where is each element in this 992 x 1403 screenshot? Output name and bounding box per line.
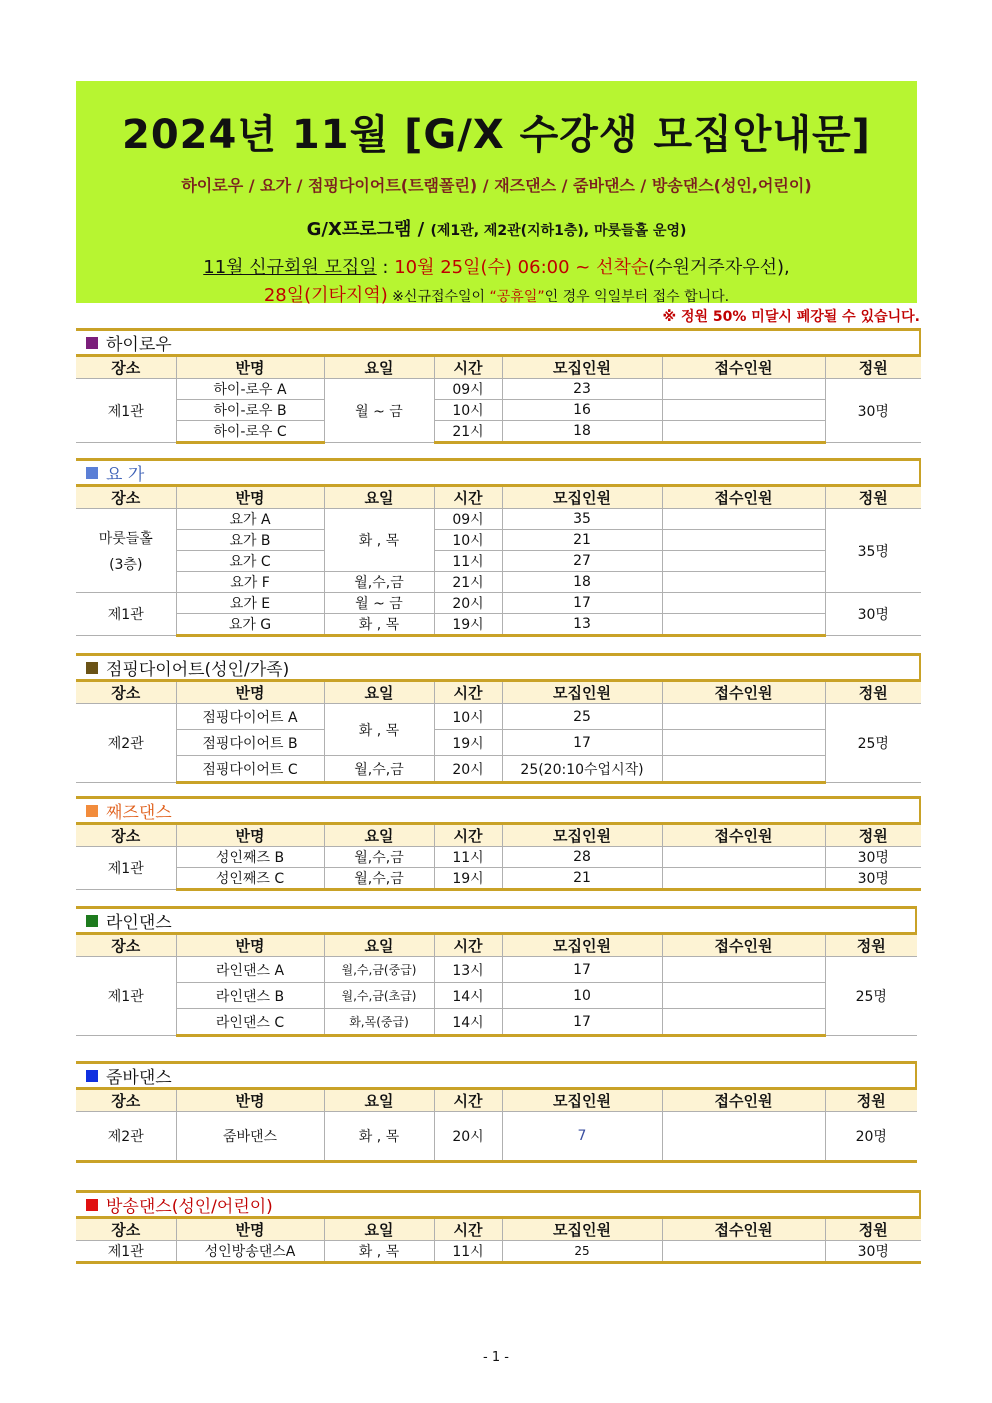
col-place: 장소 [76,934,176,957]
cell-place: 제2관 [76,704,176,783]
col-recruit: 모집인원 [502,486,662,509]
note-holiday: “공휴일” [489,289,545,305]
col-capacity: 정원 [825,356,921,379]
cell-time: 21시 [434,421,502,443]
cell-received[interactable] [662,847,825,868]
cell-days: 화 , 목 [324,1112,434,1162]
table-row [76,957,917,983]
recruit-colon: : [376,257,395,278]
cell-name: 점핑다이어트 C [176,756,324,783]
gx-program-line [76,215,917,241]
cell-received[interactable] [662,530,825,551]
col-received: 접수인원 [662,681,825,704]
col-time: 시간 [434,1089,502,1112]
col-capacity: 정원 [825,934,917,957]
cell-capacity: 25명 [825,704,921,783]
table-row [76,614,921,636]
cell-recruit: 18 [502,421,662,443]
cell-received[interactable] [662,400,825,421]
cell-time: 09시 [434,509,502,530]
col-name: 반명 [176,824,324,847]
cell-recruit: 17 [502,957,662,983]
recruit-date: 10월 25일(수) 06:00 ~ 선착순 [394,257,649,278]
col-recruit: 모집인원 [502,356,662,379]
col-received: 접수인원 [662,356,825,379]
cell-days: 월,수,금 [324,756,434,783]
cell-time: 19시 [434,614,502,636]
cell-time: 20시 [434,756,502,783]
col-name: 반명 [176,681,324,704]
table-row [76,847,921,868]
col-place: 장소 [76,824,176,847]
cell-time: 13시 [434,957,502,983]
cell-received[interactable] [662,509,825,530]
cell-days: 월 ~ 금 [324,593,434,614]
cell-capacity: 30명 [825,1241,921,1263]
cell-received[interactable] [662,983,825,1009]
cell-recruit: 25 [502,704,662,730]
col-received: 접수인원 [662,486,825,509]
cell-name: 라인댄스 B [176,983,324,1009]
recruit-date-other: 28일(기타지역) [263,285,388,306]
cell-place: 제1관 [76,379,176,443]
cell-time: 19시 [434,730,502,756]
cell-days: 월,수,금(중급) [324,957,434,983]
col-place: 장소 [76,681,176,704]
class-table [76,484,921,637]
section-title: 째즈댄스 [106,803,172,823]
table-row [76,868,921,890]
program-list: 하이로우 / 요가 / 점핑다이어트(트램폴린) / 재즈댄스 / 줌바댄스 / 방송댄스(성인,어린이) [181,176,812,195]
cell-name: 줌바댄스 [176,1112,324,1162]
col-recruit: 모집인원 [502,1089,662,1112]
cell-days: 월,수,금 [324,847,434,868]
cell-capacity: 30명 [825,847,921,868]
square-icon [86,467,98,479]
cell-days: 화 , 목 [324,1241,434,1263]
table-row [76,400,921,421]
cell-time: 20시 [434,593,502,614]
cell-days: 월 ~ 금 [324,379,434,443]
section-title: 하이로우 [106,335,172,355]
col-place: 장소 [76,356,176,379]
recruit-line-2 [76,281,917,307]
class-table [76,354,921,444]
cell-days: 월,수,금(초급) [324,983,434,1009]
cell-name: 성인째즈 B [176,847,324,868]
square-icon [86,1070,98,1082]
table-row [76,704,921,730]
cell-recruit: 18 [502,572,662,593]
section-jazz [76,796,921,891]
cell-recruit: 28 [502,847,662,868]
cell-name: 라인댄스 A [176,957,324,983]
col-time: 시간 [434,824,502,847]
cell-name: 요가 C [176,551,324,572]
col-received: 접수인원 [662,1218,825,1241]
note-pre: ※신규접수일이 [387,289,490,305]
section-title: 요 가 [106,465,145,485]
col-time: 시간 [434,1218,502,1241]
col-time: 시간 [434,934,502,957]
cell-received[interactable] [662,1241,825,1263]
table-row [76,509,921,530]
cell-recruit: 25 [502,1241,662,1263]
section-header [76,458,921,484]
col-time: 시간 [434,486,502,509]
col-capacity: 정원 [825,824,921,847]
cell-time: 11시 [434,847,502,868]
cell-received[interactable] [662,704,825,730]
cell-received[interactable] [662,730,825,756]
cell-name: 하이-로우 A [176,379,324,400]
cell-recruit: 27 [502,551,662,572]
cell-days: 월,수,금 [324,572,434,593]
square-icon [86,805,98,817]
cell-recruit: 10 [502,983,662,1009]
col-time: 시간 [434,356,502,379]
cell-name: 점핑다이어트 B [176,730,324,756]
section-line-dance [76,906,921,1037]
col-days: 요일 [324,824,434,847]
cell-days: 화 , 목 [324,704,434,756]
table-row [76,379,921,400]
gx-main: G/X프로그램 / [306,219,425,240]
cell-days: 화 , 목 [324,509,434,572]
table-row [76,593,921,614]
cell-capacity: 30명 [825,593,921,636]
section-title: 점핑다이어트(성인/가족) [106,660,290,680]
cell-time: 11시 [434,1241,502,1263]
col-capacity: 정원 [825,1089,917,1112]
col-name: 반명 [176,486,324,509]
place-line: 마룻들홀 [98,530,153,547]
cell-time: 20시 [434,1112,502,1162]
table-row [76,551,921,572]
table-row [76,572,921,593]
col-capacity: 정원 [825,1218,921,1241]
cell-name: 요가 E [176,593,324,614]
cell-capacity: 25명 [825,957,917,1036]
col-days: 요일 [324,681,434,704]
cell-place: 제1관 [76,847,176,890]
col-received: 접수인원 [662,824,825,847]
cell-received[interactable] [662,1009,825,1036]
table-row [76,756,921,783]
square-icon [86,1199,98,1211]
section-header [76,1190,921,1216]
cell-name: 하이-로우 B [176,400,324,421]
holiday-note [388,289,729,305]
col-time: 시간 [434,681,502,704]
col-days: 요일 [324,1089,434,1112]
table-row [76,1241,921,1263]
cell-name: 요가 A [176,509,324,530]
cell-received[interactable] [662,421,825,443]
recruit-suffix: (수원거주자우선), [648,257,790,278]
cell-name: 하이-로우 C [176,421,324,443]
section-broadcast-dance [76,1190,921,1264]
recruit-label: 11월 신규회원 모집일 [203,257,377,278]
col-days: 요일 [324,356,434,379]
cell-received[interactable] [662,379,825,400]
cell-name: 요가 B [176,530,324,551]
cell-name: 요가 F [176,572,324,593]
cancel-warning: ※ 정원 50% 미달시 폐강될 수 있습니다. [662,309,920,325]
col-capacity: 정원 [825,486,921,509]
table-row [76,1009,917,1036]
table-row [76,530,921,551]
col-recruit: 모집인원 [502,934,662,957]
section-header [76,328,921,354]
col-name: 반명 [176,1218,324,1241]
cell-received[interactable] [662,756,825,783]
table-row [76,983,917,1009]
cell-recruit: 35 [502,509,662,530]
header-banner [76,81,917,306]
table-row [76,421,921,443]
section-zumba [76,1061,921,1163]
section-hilow [76,328,921,444]
square-icon [86,662,98,674]
col-name: 반명 [176,934,324,957]
cell-time: 19시 [434,868,502,890]
table-row [76,730,921,756]
square-icon [86,915,98,927]
table-row [76,1112,917,1162]
cell-recruit: 16 [502,400,662,421]
col-place: 장소 [76,1218,176,1241]
section-title: 줌바댄스 [106,1068,172,1088]
section-title: 라인댄스 [106,913,172,933]
cell-name: 라인댄스 C [176,1009,324,1036]
cell-recruit: 21 [502,530,662,551]
cell-time: 14시 [434,1009,502,1036]
col-recruit: 모집인원 [502,681,662,704]
cell-name: 점핑다이어트 A [176,704,324,730]
cell-time: 14시 [434,983,502,1009]
class-table [76,1087,917,1163]
cell-recruit: 7 [502,1112,662,1162]
cell-capacity: 35명 [825,509,921,593]
cell-recruit: 17 [502,1009,662,1036]
col-capacity: 정원 [825,681,921,704]
cell-name: 성인째즈 C [176,868,324,890]
section-header [76,796,921,822]
cell-place: 제1관 [76,1241,176,1263]
col-recruit: 모집인원 [502,824,662,847]
col-name: 반명 [176,1089,324,1112]
cell-name: 요가 G [176,614,324,636]
cell-received[interactable] [662,868,825,890]
col-days: 요일 [324,1218,434,1241]
cell-place: 제2관 [76,1112,176,1162]
col-name: 반명 [176,356,324,379]
section-jumping [76,653,921,784]
col-received: 접수인원 [662,1089,825,1112]
recruit-line [76,253,917,279]
cell-received[interactable] [662,1112,825,1162]
class-table [76,932,917,1037]
cell-recruit: 17 [502,730,662,756]
cell-time: 21시 [434,572,502,593]
cell-capacity: 30명 [825,379,921,443]
cell-recruit: 23 [502,379,662,400]
section-header [76,1061,917,1087]
page-title: 2024년 11월 [G/X 수강생 모집안내문] [122,112,871,158]
col-recruit: 모집인원 [502,1218,662,1241]
cell-time: 10시 [434,400,502,421]
class-table [76,679,921,784]
cell-received[interactable] [662,957,825,983]
cell-time: 10시 [434,704,502,730]
cell-days: 화,목(중급) [324,1009,434,1036]
cell-days: 월,수,금 [324,868,434,890]
cell-time: 11시 [434,551,502,572]
note-post: 인 경우 익일부터 접수 합니다. [544,289,730,305]
col-days: 요일 [324,486,434,509]
place-floor: (3층) [109,556,143,573]
col-received: 접수인원 [662,934,825,957]
cell-received[interactable] [662,551,825,572]
col-place: 장소 [76,486,176,509]
section-title: 방송댄스(성인/어린이) [106,1197,273,1217]
cell-place: 제1관 [76,957,176,1036]
class-table [76,822,921,891]
section-header [76,906,917,932]
cell-name: 성인방송댄스A [176,1241,324,1263]
cell-capacity: 30명 [825,868,921,890]
cell-time: 10시 [434,530,502,551]
cell-received[interactable] [662,593,825,614]
cell-received[interactable] [662,614,825,636]
cell-days: 화 , 목 [324,614,434,636]
col-days: 요일 [324,934,434,957]
cell-recruit: 13 [502,614,662,636]
cell-time: 09시 [434,379,502,400]
cell-recruit: 17 [502,593,662,614]
cell-place: 제1관 [76,593,176,636]
cell-received[interactable] [662,572,825,593]
cell-place [76,509,176,593]
cell-recruit: 21 [502,868,662,890]
cell-recruit: 25(20:10수업시작) [502,756,662,783]
gx-sub: (제1관, 제2관(지하1층), 마룻들홀 운영) [430,223,687,239]
square-icon [86,337,98,349]
cell-capacity: 20명 [825,1112,917,1162]
section-yoga [76,458,921,637]
class-table [76,1216,921,1264]
section-header [76,653,921,679]
col-place: 장소 [76,1089,176,1112]
page-number: - 1 - [483,1350,509,1365]
